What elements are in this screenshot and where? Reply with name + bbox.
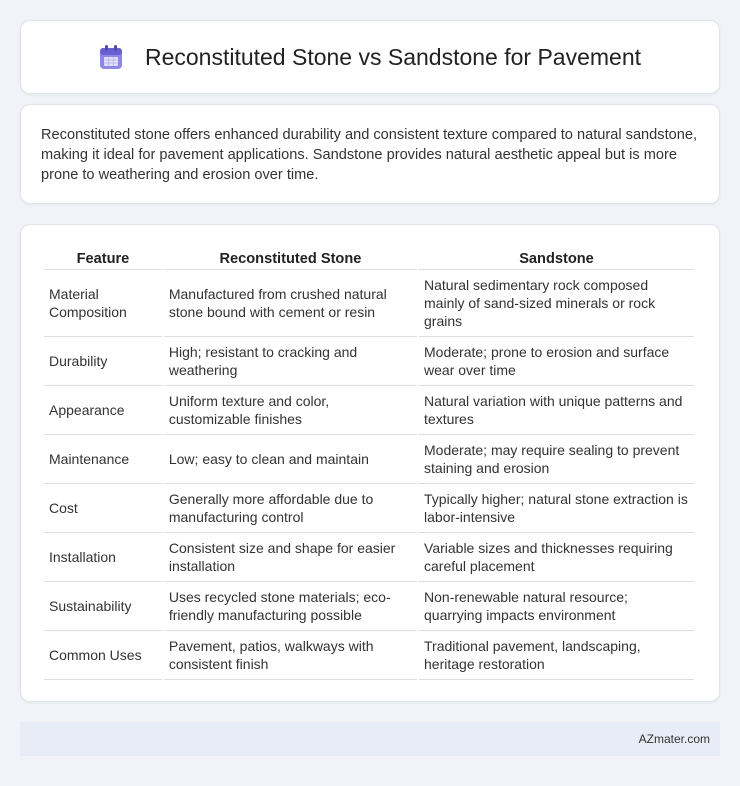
calendar-icon — [99, 44, 123, 70]
feature-cell: Material Composition — [44, 270, 162, 337]
feature-cell: Appearance — [44, 386, 162, 435]
table-row — [44, 631, 694, 680]
intro-text: Reconstituted stone offers enhanced durability and consistent texture compared to natural sandstone, making it ideal for pavement applications. Sandstone provides natural aesthetic appeal but is more prone to weathering and erosion over time. — [41, 127, 698, 183]
page-title: Reconstituted Stone vs Sandstone for Pavement — [144, 43, 642, 70]
feature-cell: Installation — [44, 533, 162, 582]
sandstone-cell: Moderate; prone to erosion and surface wear over time — [419, 337, 694, 386]
reconstituted-cell: Consistent size and shape for easier installation — [164, 533, 417, 582]
feature-cell: Common Uses — [44, 631, 162, 680]
reconstituted-cell: Uniform texture and color, customizable finishes — [164, 386, 417, 435]
sandstone-cell: Non-renewable natural resource; quarrying impacts environment — [419, 582, 694, 631]
table-row — [44, 435, 694, 484]
reconstituted-cell: Manufactured from crushed natural stone bound with cement or resin — [164, 270, 417, 337]
table-row — [44, 484, 694, 533]
feature-cell: Sustainability — [44, 582, 162, 631]
footer — [20, 722, 720, 756]
table-row — [44, 582, 694, 631]
title-card — [20, 20, 720, 94]
feature-cell: Maintenance — [44, 435, 162, 484]
table-row — [44, 270, 694, 337]
footer-site-link[interactable]: AZmater.com — [638, 732, 710, 746]
sandstone-cell: Natural variation with unique patterns and textures — [419, 386, 694, 435]
feature-cell: Cost — [44, 484, 162, 533]
reconstituted-cell: Pavement, patios, walkways with consistent finish — [164, 631, 417, 680]
sandstone-cell: Traditional pavement, landscaping, heritage restoration — [419, 631, 694, 680]
intro-card — [20, 104, 720, 204]
table-header-row — [44, 245, 694, 270]
header-sandstone: Sandstone — [419, 245, 694, 270]
reconstituted-cell: Generally more affordable due to manufacturing control — [164, 484, 417, 533]
feature-cell: Durability — [44, 337, 162, 386]
reconstituted-cell: Low; easy to clean and maintain — [164, 435, 417, 484]
reconstituted-cell: Uses recycled stone materials; eco-friendly manufacturing possible — [164, 582, 417, 631]
sandstone-cell: Variable sizes and thicknesses requiring careful placement — [419, 533, 694, 582]
header-reconstituted-stone: Reconstituted Stone — [164, 245, 417, 270]
comparison-table — [42, 245, 696, 680]
table-row — [44, 337, 694, 386]
reconstituted-cell: High; resistant to cracking and weathering — [164, 337, 417, 386]
sandstone-cell: Typically higher; natural stone extraction is labor-intensive — [419, 484, 694, 533]
comparison-card — [20, 224, 720, 702]
sandstone-cell: Moderate; may require sealing to prevent staining and erosion — [419, 435, 694, 484]
header-feature: Feature — [44, 245, 162, 270]
table-row — [44, 386, 694, 435]
table-row — [44, 533, 694, 582]
sandstone-cell: Natural sedimentary rock composed mainly of sand-sized minerals or rock grains — [419, 270, 694, 337]
